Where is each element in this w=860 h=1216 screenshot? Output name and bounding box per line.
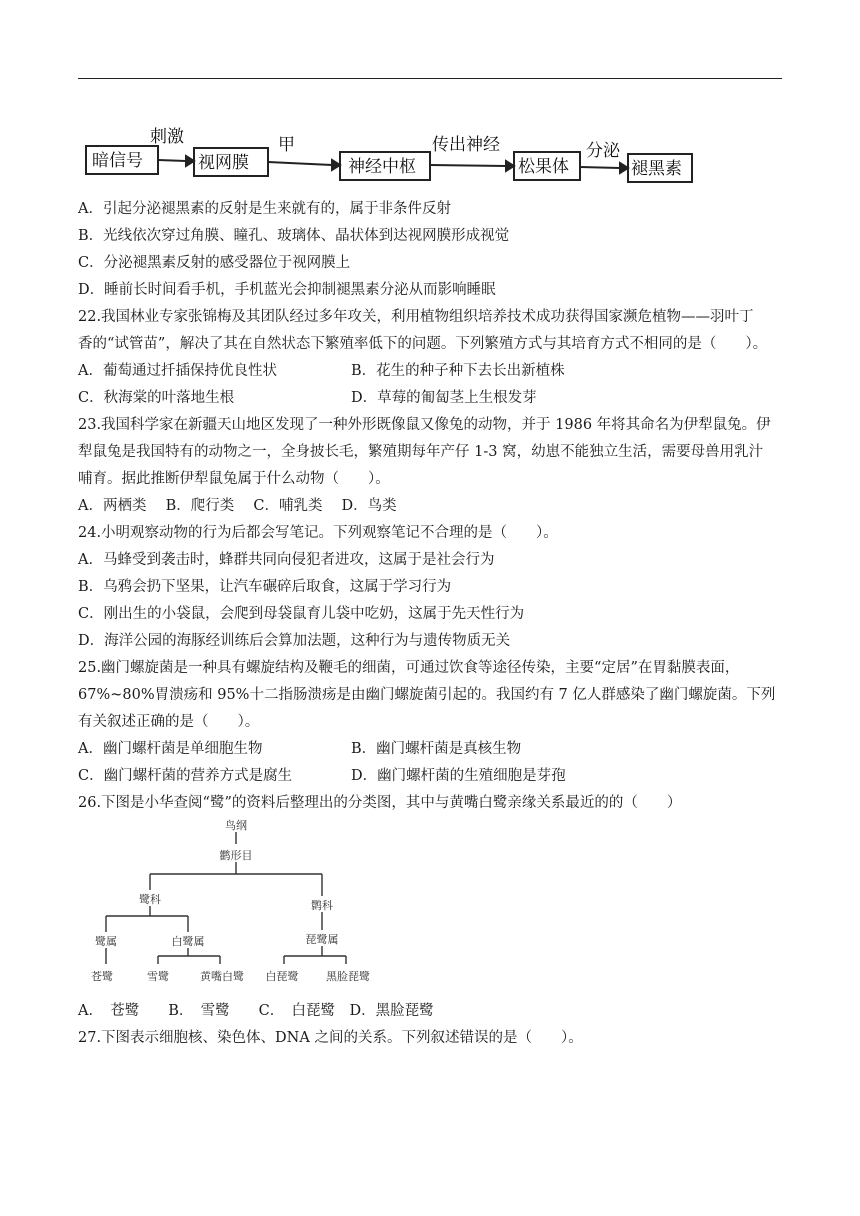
flow-edge-text: 传出神经 <box>432 135 500 155</box>
tree-species: 黑脸琵鹭 <box>326 970 370 983</box>
classification-tree <box>78 816 398 988</box>
q24-option-b: B．乌鸦会扔下坚果，让汽车碾碎后取食，这属于学习行为 <box>78 579 452 595</box>
q22-options-row <box>78 361 788 381</box>
q25-option-b: B．幽门螺杆菌是真核生物 <box>351 741 522 757</box>
q23-options: A．两栖类 B．爬行类 C．哺乳类 D．鸟类 <box>78 498 397 514</box>
q24-option-a: A．马蜂受到袭击时，蜂群共同向侵犯者进攻，这属于是社会行为 <box>78 552 495 568</box>
q22-options-row <box>78 388 788 408</box>
q22-stem-line: 22.我国林业专家张锦梅及其团队经过多年攻关，利用植物组织培养技术成功获得国家濒危植物——羽叶丁 <box>78 309 754 325</box>
q24-option-d: D．海洋公园的海豚经训练后会算加法题，这种行为与遗传物质无关 <box>78 633 511 649</box>
q25-option-c: C．幽门螺杆菌的营养方式是腐生 <box>78 768 293 784</box>
tree-genus: 琵鹭属 <box>305 933 339 946</box>
flow-edge-text: 甲 <box>278 135 295 155</box>
q22-option-d: D．草莓的匍匐茎上生根发芽 <box>351 390 537 406</box>
q22-option-a: A．葡萄通过扦插保持优良性状 <box>78 363 277 379</box>
tree-family: 鹮科 <box>311 899 333 912</box>
flow-node-text: 视网膜 <box>198 153 249 173</box>
tree-species: 雪鹭 <box>147 970 169 983</box>
header-rule <box>78 78 782 79</box>
q25-stem-line: 25.幽门螺旋菌是一种具有螺旋结构及鞭毛的细菌，可通过饮食等途径传染，主要“定居”在胃黏膜表面， <box>78 660 740 676</box>
flow-node-text: 松果体 <box>518 157 569 177</box>
q25-option-a: A．幽门螺杆菌是单细胞生物 <box>78 741 263 757</box>
q25-options-row <box>78 766 788 786</box>
q23-stem-line: 23.我国科学家在新疆天山地区发现了一种外形既像鼠又像兔的动物，并于 1986 年将其命名为伊犁鼠兔。伊 <box>78 417 771 433</box>
q24-stem-line: 24.小明观察动物的行为后都会写笔记。下列观察笔记不合理的是（ ）。 <box>78 525 558 541</box>
q21-option-a: A．引起分泌褪黑素的反射是生来就有的，属于非条件反射 <box>78 201 451 217</box>
q23-stem-line: 犁鼠兔是我国特有的动物之一，全身披长毛，繁殖期每年产仔 1-3 窝，幼崽不能独立生活，需要母兽用乳汁 <box>78 444 764 460</box>
tree-family: 鹭科 <box>139 893 161 906</box>
q23-stem-line: 哺育。据此推断伊犁鼠兔属于什么动物（ ）。 <box>78 471 390 487</box>
q25-options-row <box>78 739 788 759</box>
tree-species: 苍鹭 <box>91 970 113 983</box>
tree-order: 鹳形目 <box>219 849 253 862</box>
tree-species: 黄嘴白鹭 <box>200 970 244 983</box>
q26-options: A． 苍鹭 B． 雪鹭 C． 白琵鹭 D．黑脸琵鹭 <box>78 1003 434 1019</box>
q21-option-b: B．光线依次穿过角膜、瞳孔、玻璃体、晶状体到达视网膜形成视觉 <box>78 228 510 244</box>
q25-stem-line: 67%~80%胃溃疡和 95%十二指肠溃疡是由幽门螺旋菌引起的。我国约有 7 亿人群感染了幽门螺旋菌。下列 <box>78 687 776 703</box>
tree-class: 鸟纲 <box>225 819 247 832</box>
reflex-flowchart <box>78 120 698 190</box>
q25-stem-line: 有关叙述正确的是（ ）。 <box>78 714 260 730</box>
q21-option-c: C．分泌褪黑素反射的感受器位于视网膜上 <box>78 255 351 271</box>
q25-option-d: D．幽门螺杆菌的生殖细胞是芽孢 <box>351 768 566 784</box>
flow-node-text: 神经中枢 <box>348 157 416 177</box>
q27-stem-line: 27.下图表示细胞核、染色体、DNA 之间的关系。下列叙述错误的是（ ）。 <box>78 1030 583 1046</box>
tree-species: 白琵鹭 <box>265 970 299 983</box>
tree-genus: 白鹭属 <box>171 935 205 948</box>
q22-option-b: B．花生的种子种下去长出新植株 <box>351 363 565 379</box>
flow-edge-text: 分泌 <box>586 141 620 161</box>
flow-node-text: 褪黑素 <box>631 159 682 179</box>
tree-genus: 鹭属 <box>95 935 117 948</box>
q26-stem-line: 26.下图是小华查阅“鹭”的资料后整理出的分类图，其中与黄嘴白鹭亲缘关系最近的的（ ） <box>78 795 682 811</box>
q22-stem-line: 香的“试管苗”，解决了其在自然状态下繁殖率低下的问题。下列繁殖方式与其培育方式不相同的是（ ）。 <box>78 336 768 352</box>
q22-option-c: C．秋海棠的叶落地生根 <box>78 390 235 406</box>
flow-node-text: 暗信号 <box>92 151 143 171</box>
q21-option-d: D．睡前长时间看手机，手机蓝光会抑制褪黑素分泌从而影响睡眠 <box>78 282 496 298</box>
q24-option-c: C．刚出生的小袋鼠，会爬到母袋鼠育儿袋中吃奶，这属于先天性行为 <box>78 606 525 622</box>
flow-edge-text: 刺激 <box>150 127 184 147</box>
